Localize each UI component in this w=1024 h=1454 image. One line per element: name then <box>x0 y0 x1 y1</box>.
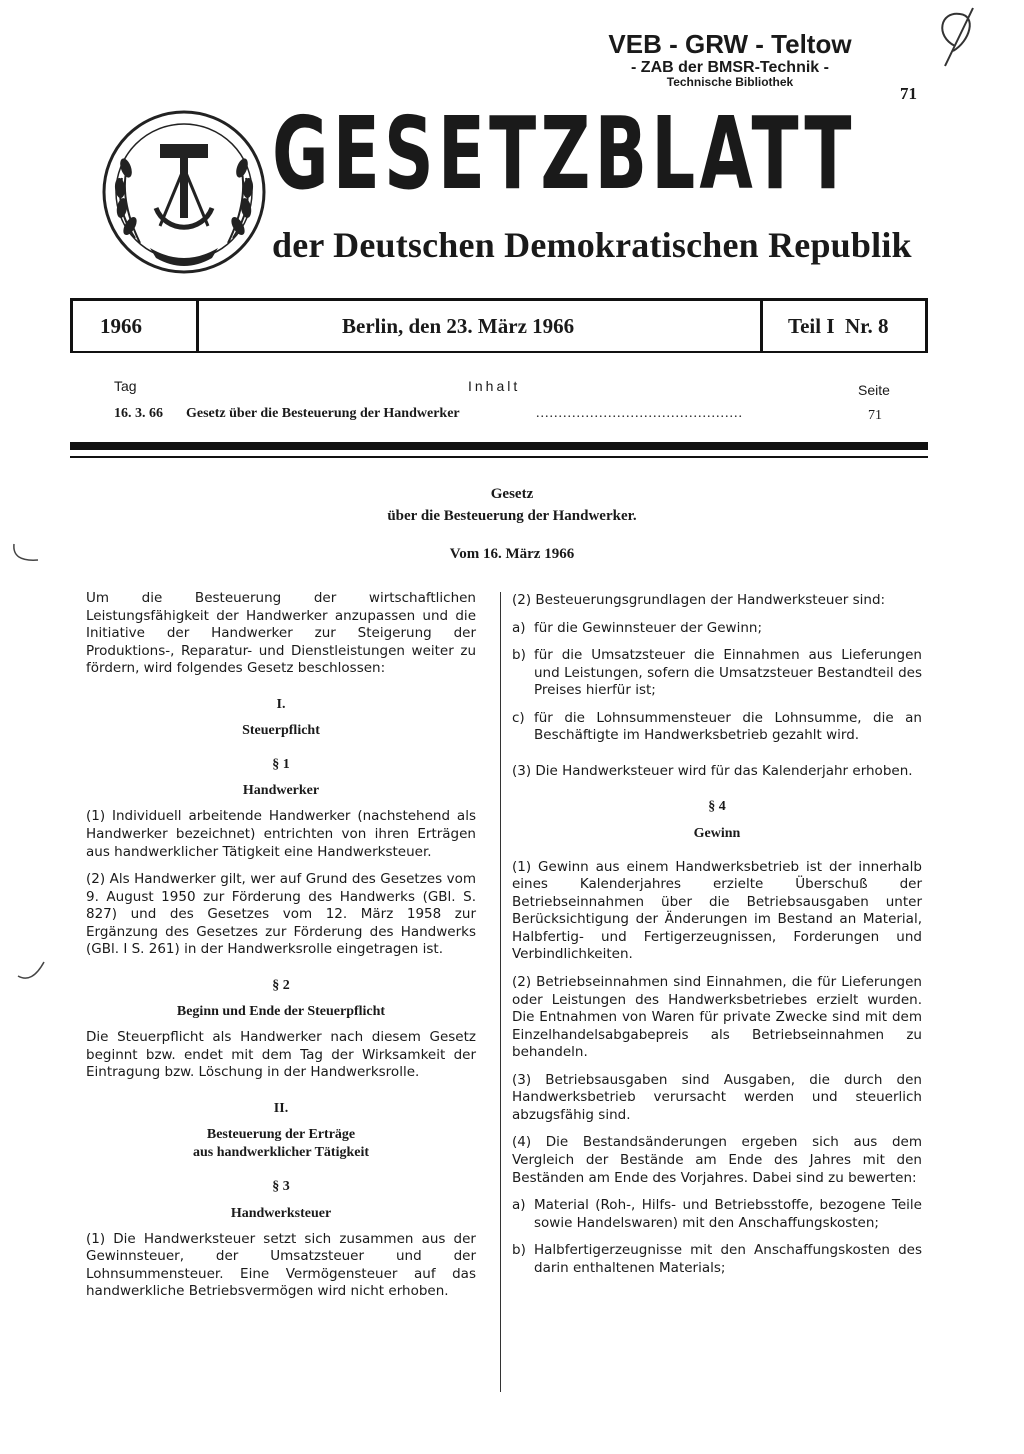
part-1-title: Steuerpflicht <box>242 722 320 738</box>
section-4-paragraph-1: (1) Gewinn aus einem Handwerksbetrieb ist der innerhalb eines Kalenderjahres erzielte Überschuß der Betriebseinnahmen über die Betriebsausgaben unter Berücksichtigung der Änderungen im Bestand an Material, Halbfertig- und Fertigerzeugnissen, Forderungen und Verbindlichkeiten. <box>512 858 922 963</box>
section-1-number: § 1 <box>272 757 290 773</box>
part-2-title-line-1: Besteuerung der Erträge <box>206 1127 356 1143</box>
law-date: Vom 16. März 1966 <box>449 546 575 562</box>
section-1-paragraph-1: (1) Individuell arbeitende Handwerker (nachstehend als Handwerker bezeichnet) entrichten von ihren Erträgen aus handwerklicher Tätigkeit eine Handwerksteuer. <box>86 808 476 860</box>
section-1-paragraph-2: (2) Als Handwerker gilt, wer auf Grund des Gesetzes vom 9. August 1950 zur Förderung des Handwerks (GBl. S. 827) und des Gesetzes vom 12. März 1958 zur Ergänzung des Gesetzes zur Förderung des Handwerks (GBl. I S. 261) in der Handwerksrolle eingetragen ist. <box>86 871 476 958</box>
stamp-line-2: - ZAB der BMSR-Technik - <box>631 58 829 76</box>
list-item <box>512 620 922 638</box>
masthead-title: GESETZBLATT <box>272 95 856 212</box>
section-2-paragraph-1: Die Steuerpflicht als Handwerker nach diesem Gesetz beginnt bzw. endet mit dem Tag der Wirksamkeit der Eintragung bzw. Löschung in der Handwerksrolle. <box>86 1029 476 1081</box>
section-4-paragraph-2: (2) Betriebseinnahmen sind Einnahmen, die für Lieferungen oder Leistungen des Handwerksbetriebes erzielt wurden. Die Entnahmen von Waren für private Zwecke sind mit dem Einzelhandelsabgabepreis als Betriebseinnahmen zu behandeln. <box>512 974 922 1061</box>
list-text: für die Umsatzsteuer die Einnahmen aus Lieferungen und Leistungen, sofern die Umsatzsteuer Bestandteil des Preises hierfür ist; <box>534 647 922 699</box>
list-text: Material (Roh-, Hilfs- und Betriebsstoffe, bezogene Teile sowie Handelswaren) mit den Anschaffungskosten; <box>534 1197 922 1231</box>
toc-entry-page: 71 <box>868 408 882 423</box>
list-marker: b) <box>512 647 526 664</box>
handwritten-mark-icon <box>915 6 985 96</box>
divider-thin <box>70 456 928 458</box>
section-3-number: § 3 <box>272 1179 290 1195</box>
list-marker: a) <box>512 619 526 636</box>
part-2-title-line-2: aus handwerklicher Tätigkeit <box>192 1145 370 1161</box>
toc-entry-date: 16. 3. 66 <box>114 406 163 421</box>
section-3-paragraph-2: (2) Besteuerungsgrundlagen der Handwerksteuer sind: <box>512 592 886 608</box>
issue-place-date: Berlin, den 23. März 1966 <box>342 313 575 338</box>
section-2-title: Beginn und Ende der Steuerpflicht <box>176 1004 386 1020</box>
library-stamp <box>600 30 860 89</box>
section-4-paragraph-4: (4) Die Bestandsänderungen ergeben sich aus dem Vergleich der Bestände am Ende des Jahres mit den Beständen am Ende des Vorjahres. Dabei sind zu bewerten: <box>512 1134 922 1186</box>
issue-info-bar <box>70 298 928 353</box>
divider-thick <box>70 442 928 450</box>
section-2-number: § 2 <box>272 977 290 993</box>
law-title-line-1: Gesetz <box>490 486 534 502</box>
list-item <box>512 647 922 700</box>
page-number-top: 71 <box>900 84 917 103</box>
section-4-title: Gewinn <box>693 825 741 841</box>
margin-tick-icon <box>8 540 44 570</box>
section-3-paragraph-1: (1) Die Handwerksteuer setzt sich zusammen aus der Gewinnsteuer, der Umsatzsteuer und der Lohnsummensteuer. Eine Vermögensteuer auf das handwerkliche Betriebsvermögen wird nicht erhoben. <box>86 1230 476 1300</box>
list-marker: b) <box>512 1242 526 1259</box>
part-2-number: II. <box>273 1100 289 1116</box>
masthead-subtitle: der Deutschen Demokratischen Republik <box>272 225 912 265</box>
preamble: Um die Besteuerung der wirtschaftlichen Leistungsfähigkeit der Handwerker anzupassen und die Initiative der Handwerker zur Steigerung der Produktions-, Reparatur- und Dienstleistungen weiter zu fördern, wird folgendes Gesetz beschlossen: <box>86 590 476 677</box>
column-divider <box>500 592 502 1392</box>
section-4-number: § 4 <box>708 799 726 815</box>
section-3-paragraph-3: (3) Die Handwerksteuer wird für das Kalenderjahr erhoben. <box>512 762 913 779</box>
right-column <box>512 592 922 1287</box>
margin-tick-icon <box>14 958 50 988</box>
part-1-number: I. <box>276 696 286 712</box>
list-text: für die Gewinnsteuer der Gewinn; <box>534 619 763 636</box>
list-marker: c) <box>512 709 525 726</box>
toc-entry-dots: .............................................. <box>536 406 743 421</box>
stamp-line-3: Technische Bibliothek <box>666 75 794 90</box>
stamp-line-1: VEB - GRW - Teltow <box>608 29 852 59</box>
toc-page-header: Seite <box>858 382 890 398</box>
list-text: für die Lohnsummensteuer die Lohnsumme, die an Beschäftigte im Handwerksbetrieb gezahlt wird. <box>534 709 922 744</box>
toc-content-header: Inhalt <box>468 378 521 394</box>
law-title-line-2: über die Besteuerung der Handwerker. <box>387 508 637 524</box>
state-emblem-icon <box>100 108 268 276</box>
issue-year: 1966 <box>100 313 142 338</box>
list-item <box>512 1197 922 1232</box>
list-marker: a) <box>512 1197 526 1214</box>
section-1-title: Handwerker <box>242 783 320 799</box>
list-text: Halbfertigerzeugnisse mit den Anschaffungskosten des darin enthaltenen Materials; <box>534 1242 922 1276</box>
section-4-paragraph-3: (3) Betriebsausgaben sind Ausgaben, die durch den Handwerksbetrieb verursacht werden und steuerlich abzugsfähig sind. <box>512 1071 922 1123</box>
toc-day-header: Tag <box>114 378 137 394</box>
list-item <box>512 710 922 745</box>
issue-part-number: Teil I Nr. 8 <box>788 313 889 338</box>
list-item <box>512 1242 922 1277</box>
left-column <box>86 590 476 1311</box>
toc-entry-title: Gesetz über die Besteuerung der Handwerker <box>186 406 460 421</box>
section-3-title: Handwerksteuer <box>230 1205 332 1221</box>
